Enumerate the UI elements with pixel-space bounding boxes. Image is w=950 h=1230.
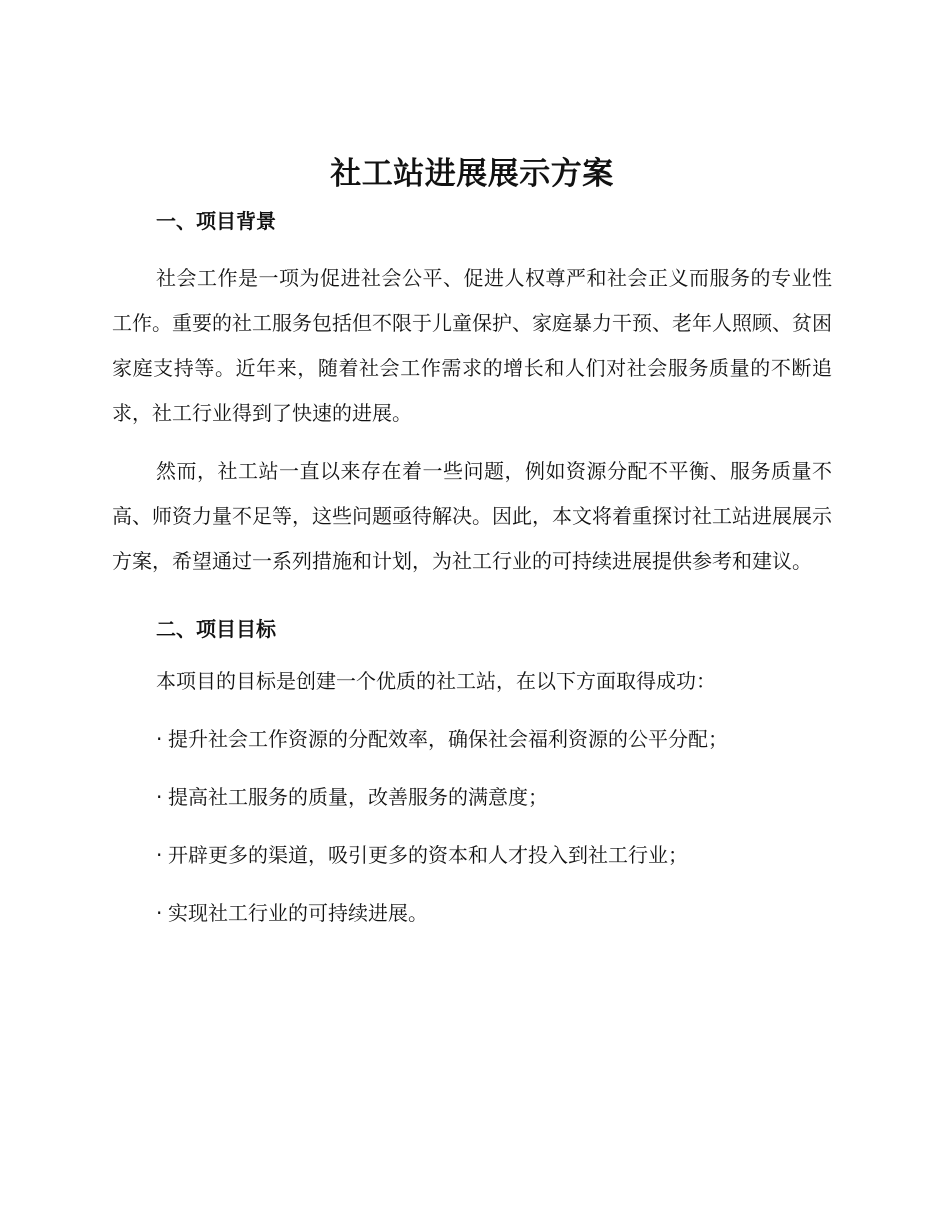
goals-intro: 本项目的目标是创建一个优质的社工站，在以下方面取得成功： — [156, 669, 716, 693]
bullet-dot-icon: · — [156, 785, 163, 809]
bullet-dot-icon: · — [156, 727, 163, 751]
document-title: 社工站进展展示方案 — [330, 156, 614, 192]
goal-list-item — [156, 896, 950, 930]
background-paragraph-2: 然而，社工站一直以来存在着一些问题，例如资源分配不平衡、服务质量不高、师资力量不足等，这些问题亟待解决。因此，本文将着重探讨社工站进展展示方案，希望通过一系列措施和计划，为社工行业的可持续进展提供参考和建议。 — [112, 459, 832, 573]
goal-text: 开辟更多的渠道，吸引更多的资本和人才投入到社工行业； — [168, 843, 688, 867]
goal-text: 提升社会工作资源的分配效率，确保社会福利资源的公平分配； — [168, 727, 728, 751]
section-heading-background: 一、项目背景 — [156, 209, 276, 233]
goal-text: 实现社工行业的可持续进展。 — [168, 901, 428, 925]
bullet-dot-icon: · — [156, 901, 163, 925]
bullet-dot-icon: · — [156, 843, 163, 867]
background-paragraph-1: 社会工作是一项为促进社会公平、促进人权尊严和社会正义而服务的专业性工作。重要的社工服务包括但不限于儿童保护、家庭暴力干预、老年人照顾、贫困家庭支持等。近年来，随着社会工作需求的增长和人们对社会服务质量的不断追求，社工行业得到了快速的进展。 — [112, 266, 832, 425]
goal-text: 提高社工服务的质量，改善服务的满意度； — [168, 785, 548, 809]
goal-list-item — [156, 780, 950, 814]
goal-list-item — [156, 838, 950, 872]
section-heading-goals: 二、项目目标 — [156, 617, 276, 641]
goal-list-item — [156, 722, 950, 756]
